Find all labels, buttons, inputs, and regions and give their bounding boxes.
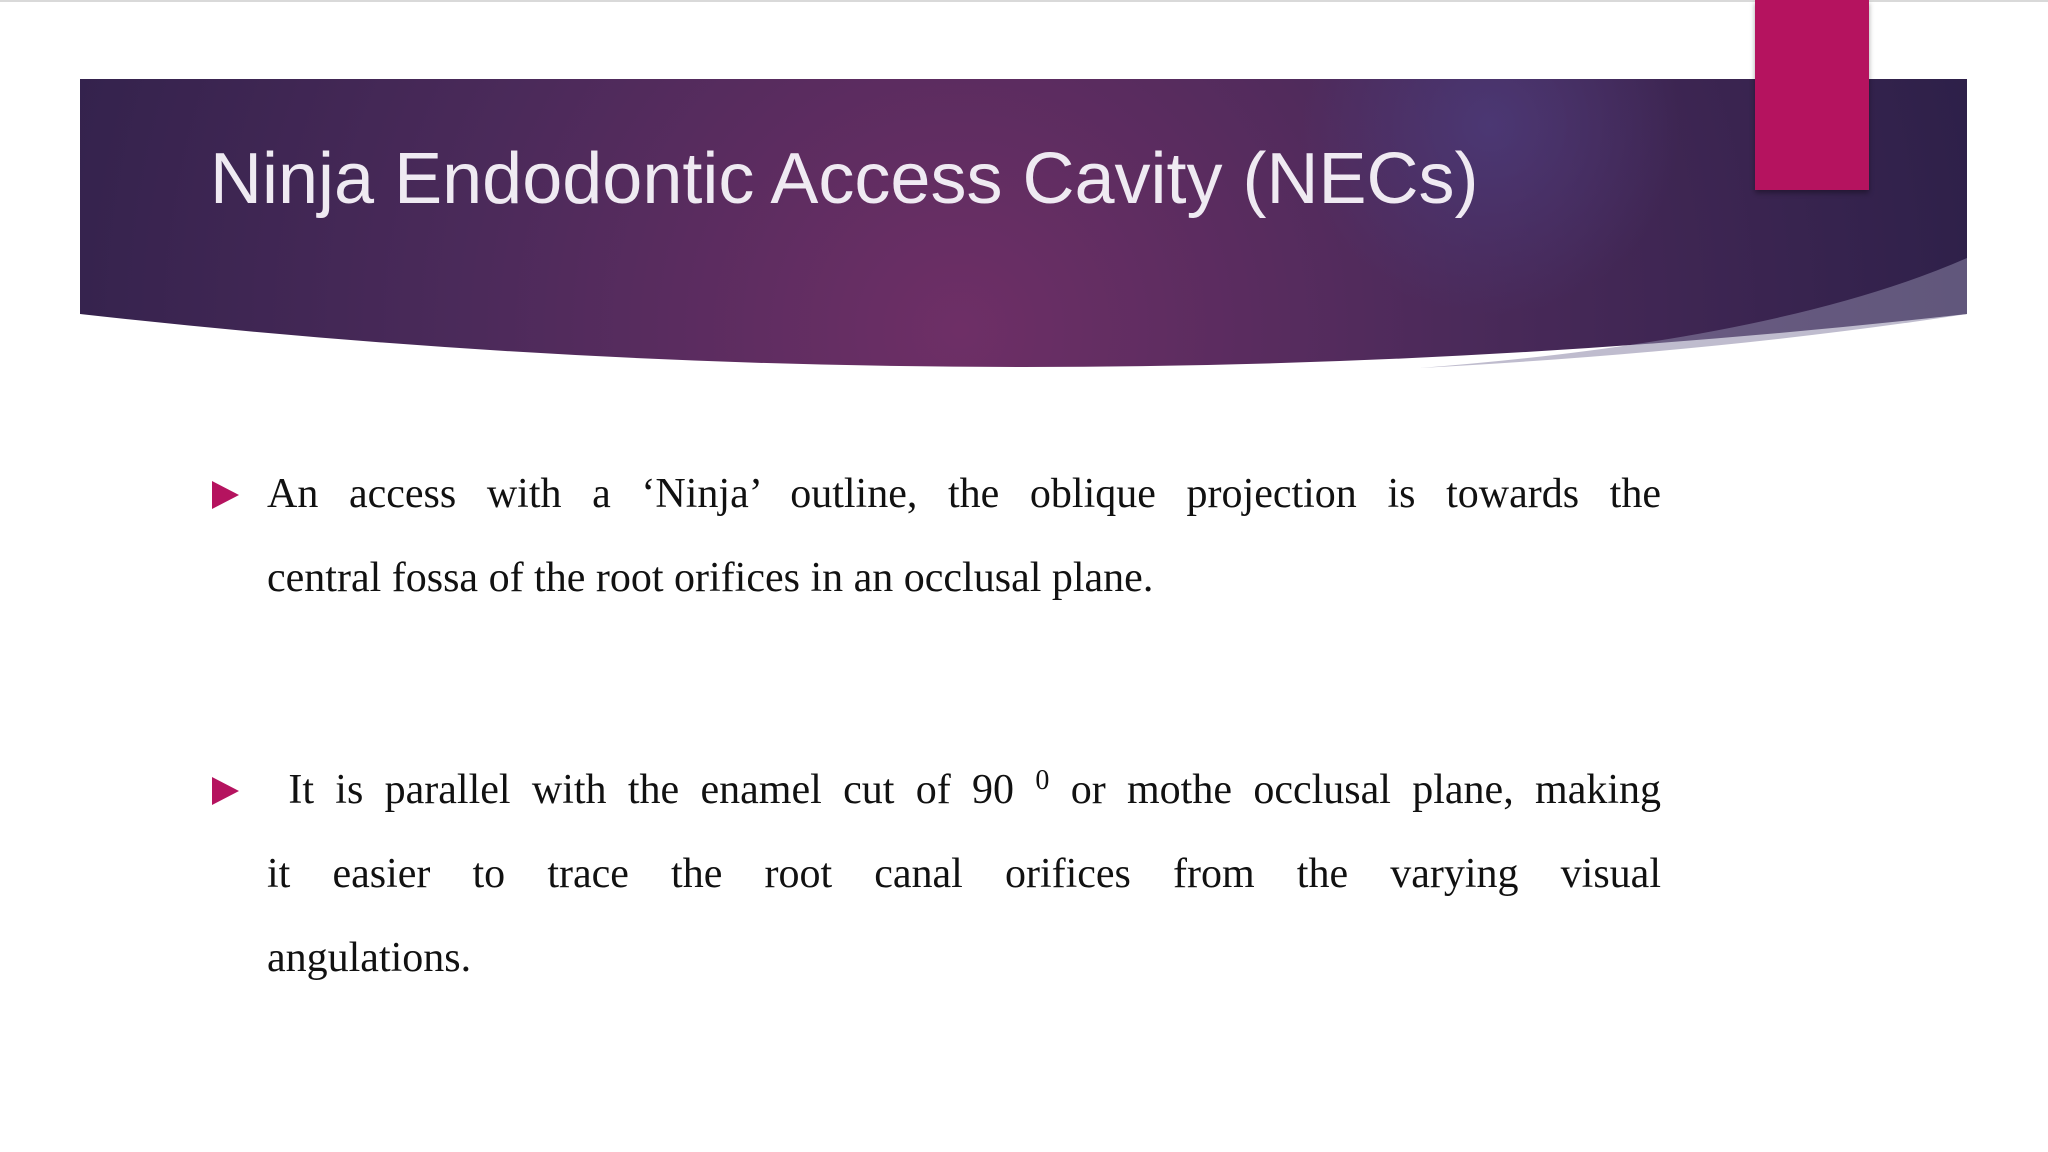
bullet-2-line-1-rest: or mothe occlusal plane, making [1070,767,1661,813]
bullet-1-line-2: central fossa of the root orifices in an occlusal plane. [267,555,1154,601]
bullet-triangle-icon [212,777,239,805]
bullet-2-line-1 [267,764,1661,816]
bullet-2-line-3: angulations. [267,935,472,981]
bullet-1-line-1: An access with a ‘Ninja’ outline, the oblique projection is towards the [267,471,1661,517]
bullet-2-line-2: it easier to trace the root canal orifices from the varying visual [267,851,1661,897]
accent-tab [1755,0,1869,190]
degree-superscript: 0 [1035,765,1050,796]
bullet-2-line-1-text: It is parallel with the enamel cut of 90 [288,767,1015,813]
slide-title: Ninja Endodontic Access Cavity (NECs) [210,139,1479,219]
bullet-triangle-icon [212,481,239,509]
